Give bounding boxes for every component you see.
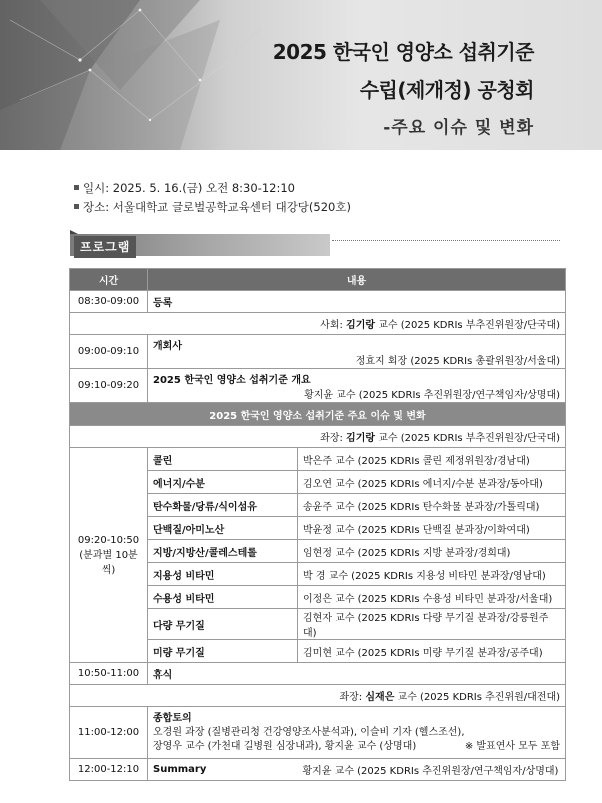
- table-row: [70, 291, 566, 313]
- breakout-note: (분과별 10분씩): [79, 549, 138, 576]
- session-speaker: 박은주 교수 (2025 KDRIs 콜린 제정위원장/경남대): [298, 448, 566, 471]
- time-cell: 08:30-09:00: [70, 291, 148, 313]
- discussion-panel-line2-row: [153, 740, 560, 754]
- chair-cell: [70, 426, 566, 448]
- time-cell: 10:50-11:00: [70, 663, 148, 685]
- event-date-text: 일시: 2025. 5. 16.(금) 오전 8:30-12:10: [83, 181, 295, 195]
- discussion-title: 종합토의: [153, 712, 192, 724]
- event-date: [74, 180, 295, 196]
- tab-notch: [70, 230, 78, 234]
- overview-cell: [148, 369, 566, 403]
- breakout-time-cell: [70, 448, 148, 663]
- program-table: [69, 268, 566, 781]
- session-speaker: 김현자 교수 (2025 KDRIs 다량 무기질 분과장/강릉원주대): [298, 609, 566, 640]
- program-label-bar: [70, 234, 330, 256]
- time-cell: 09:00-09:10: [70, 335, 148, 369]
- discussion-panel-line2: 장영우 교수 (가천대 길병원 심장내과), 황지윤 교수 (상명대): [153, 740, 417, 752]
- discussion-panel-line1: 오경원 과장 (질병관리청 건강영양조사분석과), 이슬비 기자 (헬스조선),: [153, 726, 465, 738]
- program-label: 프로그램: [74, 236, 136, 258]
- title-line-1: 2025 한국인 영양소 섭취기준: [272, 40, 534, 64]
- bullet-square-icon: [74, 185, 79, 190]
- summary-speaker: 황지윤 교수 (2025 KDRIs 추진위원장/연구책임자/상명대): [298, 759, 566, 781]
- moderator-affiliation: 교수 (2025 KDRIs 부추진위원장/단국대): [378, 320, 561, 331]
- session-topic: 탄수화물/당류/식이섬유: [148, 494, 298, 517]
- session-speaker: 김오연 교수 (2025 KDRIs 에너지/수분 분과장/동아대): [298, 471, 566, 494]
- session-topic: 수용성 비타민: [148, 586, 298, 609]
- session-speaker: 임현정 교수 (2025 KDRIs 지방 분과장/경희대): [298, 540, 566, 563]
- table-row: [70, 685, 566, 707]
- table-row: [70, 313, 566, 335]
- session-speaker: 박윤정 교수 (2025 KDRIs 단백질 분과장/이화여대): [298, 517, 566, 540]
- time-cell: 11:00-12:00: [70, 707, 148, 759]
- table-row: [70, 335, 566, 369]
- discussion-cell: [148, 707, 566, 759]
- session-speaker: 송윤주 교수 (2025 KDRIs 탄수화물 분과장/가톨릭대): [298, 494, 566, 517]
- header-content: 내용: [148, 269, 566, 291]
- chair-prefix: 좌장:: [320, 433, 343, 444]
- moderator-prefix: 사회:: [320, 320, 343, 331]
- table-row: [70, 707, 566, 759]
- time-cell: 12:00-12:10: [70, 759, 148, 781]
- chair-cell: [70, 685, 566, 707]
- section-row: [70, 403, 566, 426]
- session-topic: 콜린: [148, 448, 298, 471]
- session-row: [70, 448, 566, 471]
- session-topic: 미량 무기질: [148, 640, 298, 663]
- event-place: [74, 199, 351, 215]
- session-topic: 단백질/아미노산: [148, 517, 298, 540]
- opening-cell: [148, 335, 566, 369]
- chair-affiliation: 교수 (2025 KDRIs 부추진위원장/단국대): [378, 433, 561, 444]
- bullet-square-icon: [74, 204, 79, 209]
- session-speaker: 김미현 교수 (2025 KDRIs 미량 무기질 분과장/공주대): [298, 640, 566, 663]
- table-row: [70, 759, 566, 781]
- session-speaker: 박 경 교수 (2025 KDRIs 지용성 비타민 분과장/영남대): [298, 563, 566, 586]
- table-row: [70, 426, 566, 448]
- discussion-note: ※ 발표연사 모두 포함: [464, 740, 561, 752]
- session-topic: 다량 무기질: [148, 609, 298, 640]
- subtitle: -주요 이슈 및 변화: [383, 118, 534, 138]
- event-place-text: 장소: 서울대학교 글로벌공학교육센터 대강당(520호): [83, 200, 351, 214]
- time-cell: 09:10-09:20: [70, 369, 148, 403]
- chair-prefix: 좌장:: [339, 692, 363, 703]
- dotted-divider: [332, 240, 560, 241]
- session-topic: 지방/지방산/콜레스테롤: [148, 540, 298, 563]
- moderator-name: 김기랑: [346, 320, 376, 331]
- opening-speaker: 정효지 회장 (2025 KDRIs 총괄위원장/서울대): [355, 355, 561, 367]
- break-title: 휴식: [148, 663, 566, 685]
- title-line-2: 수립(제개정) 공청회: [359, 78, 534, 102]
- registration-title: 등록: [148, 291, 566, 313]
- overview-title: 2025 한국인 영양소 섭취기준 개요: [153, 374, 311, 386]
- session-topic: 에너지/수분: [148, 471, 298, 494]
- breakout-time: 09:20-10:50: [77, 534, 140, 546]
- opening-title: 개회사: [153, 340, 182, 352]
- header-time: 시간: [70, 269, 148, 291]
- session-speaker: 이정은 교수 (2025 KDRIs 수용성 비타민 분과장/서울대): [298, 586, 566, 609]
- table-row: [70, 369, 566, 403]
- moderator-cell: [70, 313, 566, 335]
- chair-name: 김기랑: [346, 433, 376, 444]
- section-title: 2025 한국인 영양소 섭취기준 주요 이슈 및 변화: [70, 403, 566, 426]
- chair-affiliation: 교수 (2025 KDRIs 추진위원/대전대): [397, 692, 561, 703]
- header-banner: [0, 0, 602, 150]
- chair-name: 심재은: [365, 692, 395, 703]
- summary-title: Summary: [148, 759, 298, 781]
- table-row: [70, 663, 566, 685]
- session-topic: 지용성 비타민: [148, 563, 298, 586]
- overview-speaker: 황지윤 교수 (2025 KDRIs 추진위원장/연구책임자/상명대): [304, 389, 561, 401]
